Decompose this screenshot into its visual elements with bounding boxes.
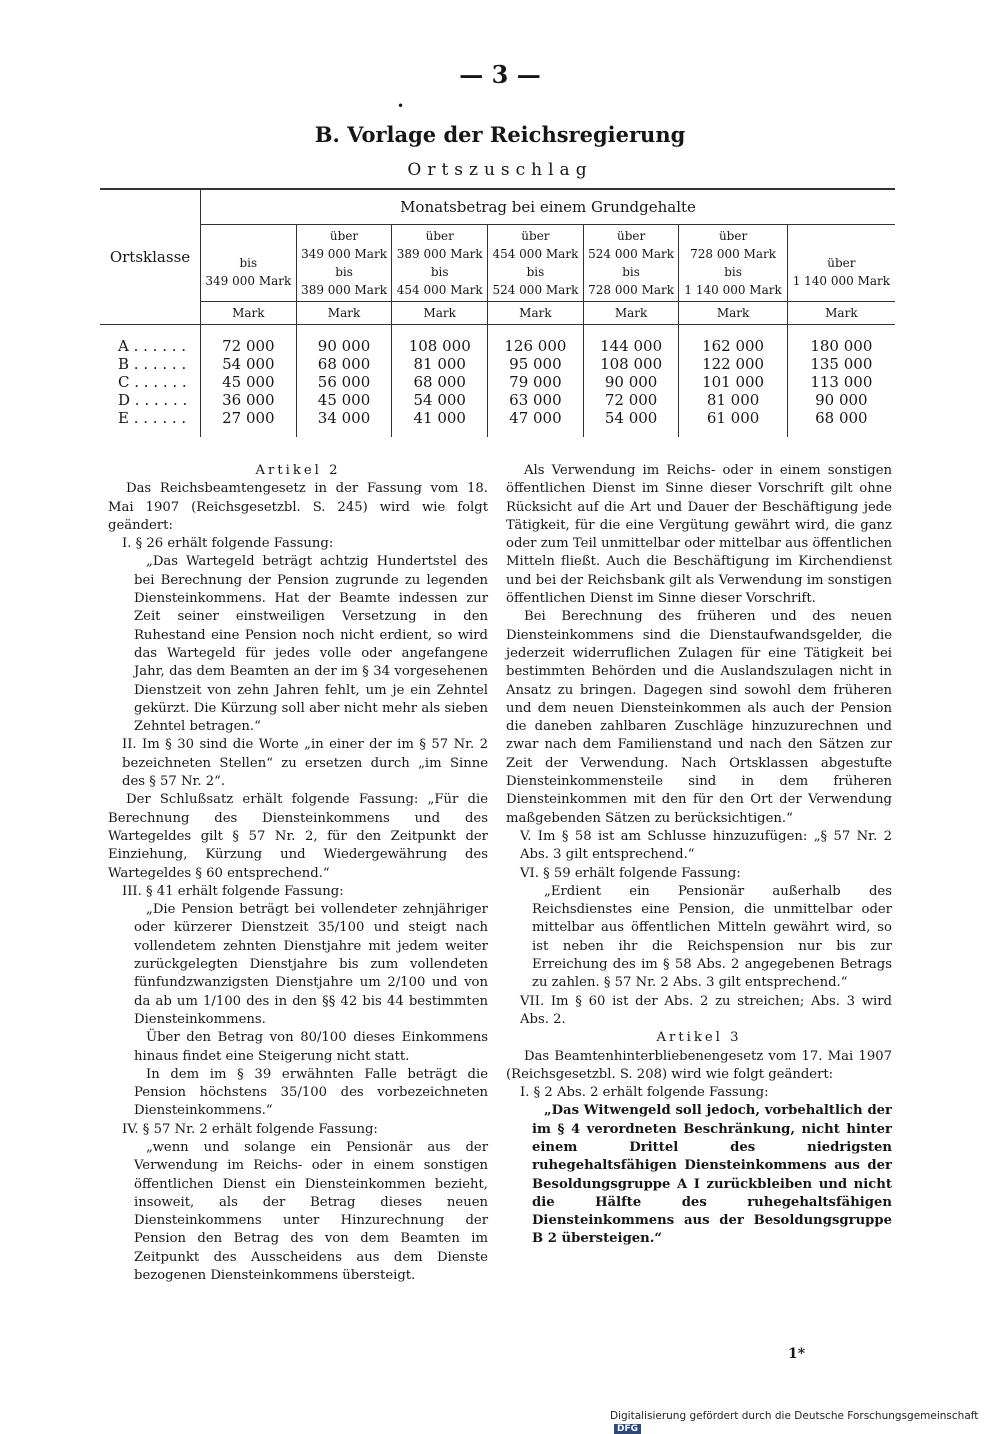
- table-cell: 81 000: [679, 391, 787, 409]
- table-cell: 122 000: [679, 355, 787, 373]
- paragraph: I. § 26 erhält folgende Fassung:: [122, 536, 334, 552]
- table-cell: 95 000: [488, 355, 584, 373]
- ortsklasse-label: E . . . . . .: [100, 409, 201, 427]
- unit-label: Mark: [201, 302, 297, 325]
- table-cell: 79 000: [488, 373, 584, 391]
- paragraph: Das Reichsbeamtengesetz in der Fassung vom 18. Mai 1907 (Reichsgesetzbl. S. 245) wird wie folgt geändert:: [108, 481, 488, 533]
- table-cell: 162 000: [679, 337, 787, 355]
- page-title: B. Vorlage der Reichsregierung: [314, 122, 686, 147]
- table-cell: 41 000: [392, 409, 488, 427]
- paragraph: VI. § 59 erhält folgende Fassung:: [520, 865, 741, 881]
- unit-label: Mark: [296, 302, 392, 325]
- table-cell: 90 000: [583, 373, 679, 391]
- column-header: über 389 000 Mark bis 454 000 Mark: [392, 225, 488, 302]
- paragraph: VII. Im § 60 ist der Abs. 2 zu streichen; Abs. 3 wird Abs. 2.: [520, 993, 892, 1027]
- table-cell: 144 000: [583, 337, 679, 355]
- table-cell: 135 000: [810, 355, 873, 373]
- footer-text: Digitalisierung gefördert durch die Deutsche Forschungsgemeinschaft: [610, 1410, 979, 1422]
- table-cell: 56 000: [296, 373, 392, 391]
- table-cell: 61 000: [679, 409, 787, 427]
- paragraph: Als Verwendung im Reichs- oder in einem sonstigen öffentlichen Dienst im Sinne dieser Vorschrift gilt ohne Rücksicht auf die Art und Dauer der Beschäftigung jede Tätigkeit, für die eine Vergütung gewährt wird, die ganz oder zum Teil unmittelbar oder mittelbar aus öffentlichen Mitteln fließt. Auch die Beschäftigung im Kirchendienst und bei der Reichsbank gilt als Verwendung im sonstigen öffentlichen Dienst im Sinne dieser Vorschrift.: [506, 463, 892, 607]
- table-cell: 126 000: [488, 337, 584, 355]
- table-cell: 90 000: [296, 337, 392, 355]
- paragraph: „Das Witwengeld soll jedoch, vorbehaltlich der im § 4 verordneten Beschränkung, nicht hinter einem Drittel des niedrigsten ruhegehaltsfähigen Diensteinkommens aus der Besoldungsgruppe A I zurückbleiben und nicht die Hälfte des ruhegehaltsfähigen Diensteinkommens aus der Besoldungsgruppe B 2 übersteigen.“: [532, 1103, 892, 1247]
- paragraph: Bei Berechnung des früheren und des neuen Diensteinkommens sind die Dienstaufwandsgelder, die jederzeit widerruflichen Zulagen für eine Tätigkeit bei bestimmten Behörden und die Auslandszulagen nicht in Ansatz zu bringen. Dagegen sind sowohl dem früheren und dem neuen Diensteinkommen als auch der Pension die daneben zahlbaren Zuschläge hinzuzurechnen und zwar nach dem Familienstand und nach den Sätzen zur Zeit der Verwendung. Nach Ortsklassen abgestufte Diensteinkommensteile sind in dem früheren Diensteinkommen mit den für den Ort der Verwendung maßgebenden Sätzen zu berücksichtigen.“: [506, 609, 892, 826]
- unit-label: Mark: [392, 302, 488, 325]
- paragraph: Das Beamtenhinterbliebenengesetz vom 17. Mai 1907 (Reichsgesetzbl. S. 208) wird wie folgt geändert:: [506, 1048, 892, 1082]
- table-cell: 45 000: [296, 391, 392, 409]
- ortszuschlag-table: [100, 188, 895, 437]
- article-heading: Artikel 2: [255, 463, 341, 478]
- row-header: Ortsklasse: [100, 189, 201, 325]
- table-cell: 68 000: [296, 355, 392, 373]
- unit-label: Mark: [679, 302, 787, 325]
- paragraph: Über den Betrag von 80/100 dieses Einkommens hinaus findet eine Steigerung nicht statt.: [134, 1030, 488, 1064]
- table-cell: 36 000: [201, 391, 297, 409]
- table-cell: 72 000: [583, 391, 679, 409]
- table-row: [100, 391, 895, 409]
- ortsklasse-label: A . . . . . .: [100, 337, 201, 355]
- ortsklasse-label: B . . . . . .: [100, 355, 201, 373]
- paragraph: In dem im § 39 erwähnten Falle beträgt die Pension höchstens 35/100 des vorbezeichneten Diensteinkommens.“: [134, 1066, 488, 1119]
- paragraph: „wenn und solange ein Pensionär aus der Verwendung im Reichs- oder in einem sonstigen öffentlichen Dienst ein Diensteinkommen bezieht, insoweit, als der Betrag dieses neuen Diensteinkommens unter Hinzurechnung der Pension den Betrag des von dem Beamten im Zeitpunkt des Ausscheidens aus dem Dienste bezogenen Diensteinkommens übersteigt.: [134, 1139, 488, 1284]
- table-cell: 113 000: [810, 373, 873, 391]
- table-row: [100, 337, 895, 355]
- paragraph: II. Im § 30 sind die Worte „in einer der im § 57 Nr. 2 bezeichneten Stellen“ zu ersetzen durch „im Sinne des § 57 Nr. 2“.: [122, 737, 488, 790]
- paragraph: III. § 41 erhält folgende Fassung:: [122, 883, 344, 899]
- table-cell: 90 000: [815, 391, 868, 409]
- right-text-column: [506, 462, 892, 1249]
- column-header: über 524 000 Mark bis 728 000 Mark: [583, 225, 679, 302]
- table-row: [100, 373, 895, 391]
- ink-dot: •: [397, 99, 405, 113]
- table-cell: 54 000: [201, 355, 297, 373]
- ortsklasse-label: C . . . . . .: [100, 373, 201, 391]
- table-cell: 54 000: [392, 391, 488, 409]
- paragraph: IV. § 57 Nr. 2 erhält folgende Fassung:: [122, 1121, 378, 1137]
- table-cell: 108 000: [392, 337, 488, 355]
- table-cell: 180 000: [810, 337, 873, 355]
- table-cell: 108 000: [583, 355, 679, 373]
- column-header: über 728 000 Mark bis 1 140 000 Mark: [679, 225, 787, 302]
- paragraph: Der Schlußsatz erhält folgende Fassung: „Für die Berechnung des Diensteinkommens und des Wartegeldes gilt § 57 Nr. 2, für den Zeitpunkt der Einziehung, Kürzung und Wiedergewährung des Wartegeldes § 60 entsprechend.“: [108, 792, 488, 881]
- table-cell: 101 000: [679, 373, 787, 391]
- signature-mark: 1*: [788, 1346, 806, 1362]
- table-row: [100, 409, 895, 427]
- table-cell: 47 000: [488, 409, 584, 427]
- paragraph: „Erdient ein Pensionär außerhalb des Reichsdienstes eine Pension, die unmittelbar oder mittelbar aus öffentlichen Mitteln gewährt wird, so ist neben ihr die Reichspension nur bis zur Erreichung des im § 58 Abs. 2 angegebenen Betrags zu zahlen. § 57 Nr. 2 Abs. 3 gilt entsprechend.“: [532, 883, 892, 991]
- paragraph: V. Im § 58 ist am Schlusse hinzuzufügen: „§ 57 Nr. 2 Abs. 3 gilt entsprechend.“: [520, 828, 892, 863]
- table-cell: 54 000: [583, 409, 679, 427]
- table-cell: 45 000: [201, 373, 297, 391]
- unit-label: Mark: [787, 302, 895, 325]
- table-cell: 68 000: [815, 409, 868, 427]
- group-header: Monatsbetrag bei einem Grundgehalte: [201, 189, 896, 225]
- table-cell: 81 000: [392, 355, 488, 373]
- paragraph: I. § 2 Abs. 2 erhält folgende Fassung:: [520, 1085, 769, 1101]
- column-header: über 454 000 Mark bis 524 000 Mark: [488, 225, 584, 302]
- column-header: bis 349 000 Mark: [201, 225, 297, 302]
- paragraph: „Das Wartegeld beträgt achtzig Hundertstel des bei Berechnung der Pension zugrunde zu legenden Diensteinkommens. Hat der Beamte indessen zur Zeit seiner einstweiligen Versetzung in den Ruhestand eine Pension noch nicht erdient, so wird das Wartegeld für jedes volle oder angefangene Jahr, das dem Beamten an der im § 34 vorgesehenen Dienstzeit von zehn Jahren fehlt, um je ein Zehntel gekürzt. Die Kürzung soll aber nicht mehr als sieben Zehntel betragen.“: [134, 554, 488, 735]
- unit-label: Mark: [583, 302, 679, 325]
- table-cell: 68 000: [392, 373, 488, 391]
- dfg-logo: DFG: [614, 1424, 641, 1434]
- column-header: über 1 140 000 Mark: [792, 256, 891, 288]
- column-header: über 349 000 Mark bis 389 000 Mark: [296, 225, 392, 302]
- section-subtitle: Ortszuschlag: [407, 160, 593, 180]
- footer: [610, 1410, 990, 1434]
- paragraph: „Die Pension beträgt bei vollendeter zehnjähriger oder kürzerer Dienstzeit 35/100 und steigt nach vollendetem zehnten Dienstjahre mit jedem weiter zurückgelegten Dienstjahre bis zum vollendeten fünfundzwanzigsten Dienstjahre um 2/100 und von da ab um 1/100 des in den §§ 42 bis 44 bestimmten Diensteinkommens.: [134, 902, 488, 1027]
- table-cell: 63 000: [488, 391, 584, 409]
- table-cell: 27 000: [201, 409, 297, 427]
- table-cell: 72 000: [201, 337, 297, 355]
- left-text-column: [108, 462, 488, 1285]
- table-cell: 34 000: [296, 409, 392, 427]
- table-row: [100, 355, 895, 373]
- ortsklasse-label: D . . . . . .: [100, 391, 201, 409]
- page-number: — 3 —: [459, 60, 541, 89]
- article-heading: Artikel 3: [656, 1030, 742, 1046]
- unit-label: Mark: [488, 302, 584, 325]
